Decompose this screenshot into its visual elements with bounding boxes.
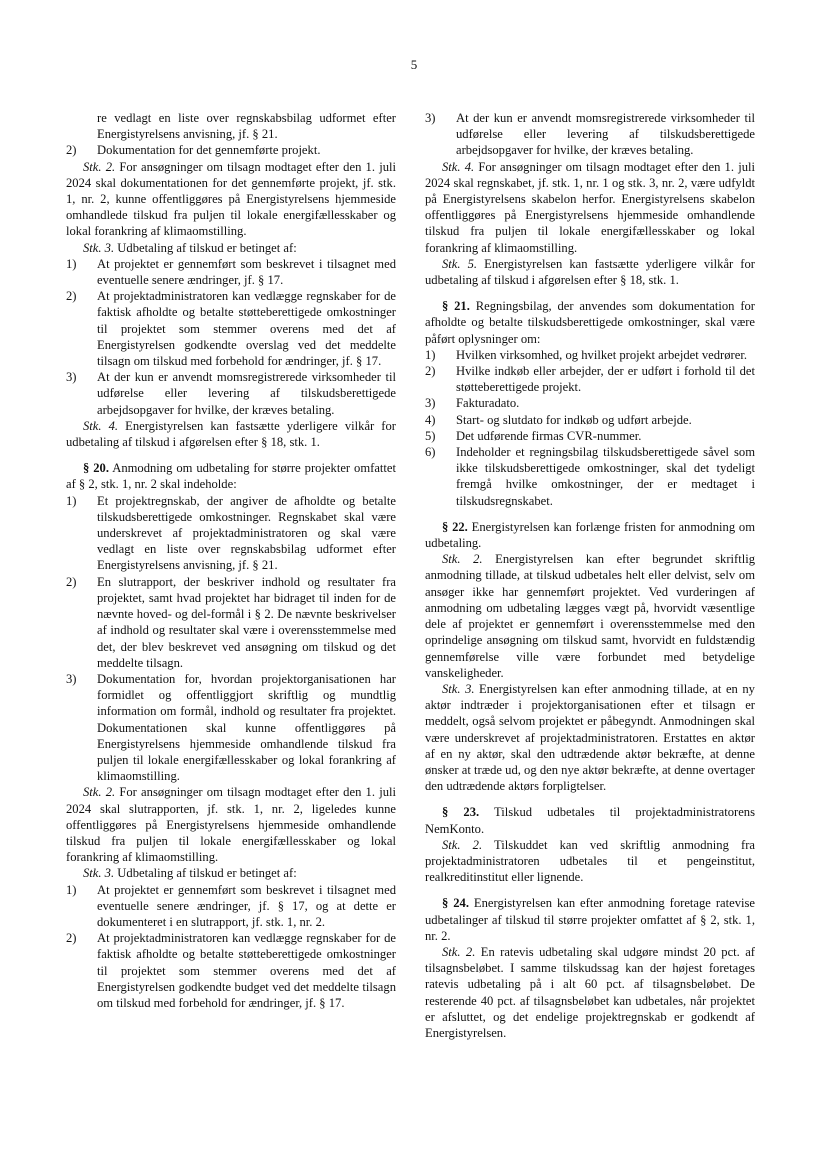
list-number: 2) — [66, 289, 77, 304]
list-text: Et projektregnskab, der angiver de afholdte og betalte tilskudsberettigede omkostninger. Regnskabet skal være underskrevet af projektadministratoren og skal være vedlagt en liste over regnskabsbilag udformet efter Energistyrelsens anvisning, jf. § 21. — [97, 493, 396, 573]
paragraph — [66, 240, 396, 256]
right-column — [425, 110, 755, 1041]
list-text: Fakturadato. — [456, 396, 520, 411]
list-item — [66, 930, 396, 1011]
list-number: 5) — [425, 428, 436, 443]
list-item — [66, 882, 396, 931]
list-item — [66, 369, 396, 418]
stk-label: Stk. 3. — [442, 681, 475, 696]
section-label: § 23. — [442, 805, 480, 820]
paragraph — [425, 837, 755, 886]
paragraph-text: Regningsbilag, der anvendes som dokumentation for afholdte og betalte tilskudsberettigede omkostninger, skal være påført oplysninger om: — [425, 299, 755, 346]
continued-paragraph: re vedlagt en liste over regnskabsbilag udformet efter Energistyrelsens anvisning, jf. § 21. — [97, 111, 396, 142]
list-number: 2) — [66, 574, 77, 589]
list-item — [425, 444, 755, 509]
left-column — [66, 110, 396, 1011]
list-number: 6) — [425, 445, 436, 460]
list-text: Hvilken virksomhed, og hvilket projekt arbejdet vedrører. — [456, 347, 747, 362]
stk-label: Stk. 4. — [83, 418, 119, 433]
stk-label: Stk. 3. — [83, 240, 115, 255]
paragraph — [66, 418, 396, 450]
list-text: At projektadministratoren kan vedlægge regnskaber for de faktisk afholdte og betalte støtteberettigede omkostninger til projektet som stemmer overens med det af Energistyrelsen godkendte overslag ved det meddelte tilsagn om tilskud med forbehold for ændringer, jf. § 17. — [97, 289, 396, 369]
list-item — [66, 574, 396, 671]
list-number: 3) — [425, 396, 436, 411]
list-item — [66, 288, 396, 369]
list-item — [66, 671, 396, 784]
section-label: § 24. — [442, 896, 469, 911]
section-label: § 22. — [442, 519, 468, 534]
paragraph-text: For ansøgninger om tilsagn modtaget efter den 1. juli 2024 skal dokumentationen for det gennemførte projekt, jf. stk. 1, nr. 2, kunne offentliggøres på Energistyrelsens hjemmeside omhandlede tilskud fra puljen til lokale energifællesskaber og lokal forankring af klimaomstilling. — [66, 159, 396, 239]
list-item — [66, 256, 396, 288]
paragraph — [425, 256, 755, 288]
list-item — [425, 347, 755, 363]
paragraph-text: Energistyrelsen kan efter anmodning foretage ratevise udbetalinger af tilskud til større projekter omfattet af § 2, stk. 1, nr. 2. — [425, 896, 755, 943]
stk-label: Stk. 2. — [83, 159, 116, 174]
stk-label: Stk. 2. — [442, 944, 476, 959]
list-text: At der kun er anvendt momsregistrerede virksomheder til udførelse eller levering af tilskudsberettigede arbejdsopgaver for hvilke, der kræves betaling. — [97, 370, 396, 417]
section-paragraph — [425, 895, 755, 944]
stk-label: Stk. 2. — [442, 552, 483, 567]
list-number: 2) — [66, 931, 77, 946]
list-number: 4) — [425, 412, 436, 427]
list-number: 2) — [66, 143, 77, 158]
list-number: 1) — [425, 347, 436, 362]
list-item — [425, 428, 755, 444]
section-label: § 21. — [442, 299, 470, 314]
paragraph-text: Energistyrelsen kan efter anmodning tillade, at en ny aktør indtræder i projektorganisationen efter et tilsagn er meddelt, også selvom projektet er påbegyndt. Anmodningen skal være underskrevet af projektadministratoren. Erstattes en aktør af en ny aktør, skal den udtrædende aktør bekræfte, at denne ønsker at træde ud, og den nye aktør bekræfte, at denne overtager den udtrædende aktørs forpligtelser. — [425, 681, 755, 794]
list-text: At projektet er gennemført som beskrevet i tilsagnet med eventuelle senere ændringer, jf. § 17, og at dette er dokumenteret i en slutrapport, jf. stk. 1, nr. 2. — [97, 882, 396, 929]
list-text: Start- og slutdato for indkøb og udført arbejde. — [456, 412, 692, 427]
paragraph — [66, 159, 396, 240]
list-number: 2) — [425, 364, 436, 379]
paragraph-text: Udbetaling af tilskud er betinget af: — [117, 866, 297, 881]
list-text: At projektet er gennemført som beskrevet i tilsagnet med eventuelle senere ændringer, jf. § 17. — [97, 256, 396, 288]
stk-label: Stk. 2. — [442, 837, 483, 852]
list-item — [66, 493, 396, 574]
paragraph — [425, 159, 755, 256]
paragraph-text: Anmodning om udbetaling for større projekter omfattet af § 2, stk. 1, nr. 2 skal indeholde: — [66, 461, 396, 492]
paragraph-text: Udbetaling af tilskud er betinget af: — [117, 240, 297, 255]
list-number: 3) — [66, 370, 77, 385]
paragraph — [425, 944, 755, 1041]
section-paragraph — [425, 804, 755, 836]
paragraph-text: Tilskuddet kan ved skriftlig anmodning fra projektadministratoren udbetales til et pengeinstitut, realkreditinstitut eller lignende. — [425, 837, 755, 885]
paragraph-text: Energistyrelsen kan forlænge fristen for anmodning om udbetaling. — [425, 519, 755, 551]
paragraph-text: Tilskud udbetales til projektadministratorens NemKonto. — [425, 805, 756, 836]
page-number: 5 — [410, 57, 418, 72]
paragraph-text: Energistyrelsen kan efter begrundet skriftlig anmodning tillade, at tilskud udbetales helt eller delvist, selv om ansøger ikke har gennemført projektet. Ved vurderingen af anmodning om udbetaling lægges vægt på, hvorvidt væsentlige dele af projektet er gennemført i overensstemmelse med den oprindelige ansøgning om tilskud samt, hvorvidt en fuldstændig gennemførelse ville være forbundet med betydelige vanskeligheder. — [425, 552, 756, 680]
paragraph-text: Energistyrelsen kan fastsætte yderligere vilkår for udbetaling af tilskud i afgørelsen efter § 18, stk. 1. — [66, 418, 396, 450]
list-number: 1) — [66, 882, 77, 897]
stk-label: Stk. 2. — [83, 785, 116, 800]
paragraph-text: En ratevis udbetaling skal udgøre mindst 20 pct. af tilsagnsbeløbet. I samme tilskudssag kan der højest foretages ratevis udbetaling på i alt 60 pct. af tilsagnsbeløbet. De resterende 40 pct. af tilsagnsbeløbet kan udbetales, når projektet er afsluttet, og det endelige projektregnskab er godkendt af Energistyrelsen. — [425, 944, 755, 1040]
list-item — [66, 142, 396, 158]
list-text: Det udførende firmas CVR-nummer. — [456, 428, 642, 443]
list-item — [425, 363, 755, 395]
list-item — [425, 395, 755, 411]
section-paragraph — [425, 519, 755, 551]
paragraph-text: Energistyrelsen kan fastsætte yderligere vilkår for udbetaling af tilskud i afgørelsen efter § 18, stk. 1. — [425, 256, 755, 288]
list-number: 3) — [66, 671, 77, 686]
list-number: 1) — [66, 493, 77, 508]
stk-label: Stk. 4. — [442, 159, 475, 174]
list-text: At der kun er anvendt momsregistrerede virksomheder til udførelse eller levering af tilskudsberettigede arbejdsopgaver for hvilke, der kræves betaling. — [456, 111, 755, 158]
list-item — [425, 110, 755, 159]
paragraph — [66, 784, 396, 865]
list-number: 3) — [425, 111, 436, 125]
list-text: Dokumentation for det gennemførte projekt. — [97, 143, 321, 158]
stk-label: Stk. 3. — [83, 866, 115, 881]
section-paragraph — [425, 298, 755, 347]
list-text: Hvilke indkøb eller arbejder, der er udført i forhold til det støtteberettigede projekt. — [456, 364, 755, 395]
paragraph — [66, 865, 396, 881]
section-label: § 20. — [83, 461, 109, 476]
list-item — [425, 412, 755, 428]
paragraph — [425, 681, 755, 794]
stk-label: Stk. 5. — [442, 256, 478, 271]
section-paragraph — [66, 460, 396, 492]
list-text: Indeholder et regningsbilag tilskudsberettigede såvel som ikke tilskudsberettigede omkostninger, skal det tydeligt fremgå hvilke omkostninger, der er medtaget i tilskudsregnskabet. — [456, 445, 755, 508]
paragraph — [425, 551, 755, 681]
paragraph-text: For ansøgninger om tilsagn modtaget efter den 1. juli 2024 skal regnskabet, jf. stk. 1, nr. 1 og stk. 3, nr. 2, være udfyldt på Energistyrelsens skabelon herfor. Energistyrelsens skabelon offentliggøres på Energistyrelsens hjemmeside omhandlende tilskud fra puljen til lokale energifællesskaber og lokal forankring af klimaomstilling. — [425, 159, 755, 255]
paragraph-text: For ansøgninger om tilsagn modtaget efter den 1. juli 2024 skal slutrapporten, jf. stk. 1, nr. 2, ligeledes kunne offentliggøres på Energistyrelsens hjemmeside omhandlende tilskud fra puljen til lokale energifællesskaber og lokal forankring af klimaomstilling. — [66, 785, 396, 865]
list-number: 1) — [66, 256, 77, 271]
list-text: En slutrapport, der beskriver indhold og resultater fra projektet, samt hvad projektet har bidraget til inden for de nævnte hoved- og del-formål i § 2. De nævnte beskrivelser af indhold og resultater skal være i overensstemmelse med det, der blev beskrevet ved ansøgning om tilskud og det meddelte tilsagn. — [97, 574, 396, 670]
list-text: At projektadministratoren kan vedlægge regnskaber for de faktisk afholdte og betalte støtteberettigede omkostninger til projektet som stemmer overens med det af Energistyrelsen godkendte budget ved det meddelte tilsagn om tilskud med forbehold for ændringer, jf. § 17. — [97, 931, 396, 1010]
list-text: Dokumentation for, hvordan projektorganisationen har formidlet og offentliggjort skriftlig og mundtlig information om formål, indhold og resultater fra projektet. Dokumentationen skal kunne offentliggøres på Energistyrelsens hjemmeside omhandlende tilskud fra puljen til lokale energifællesskaber og lokal forankring af klimaomstilling. — [97, 671, 396, 784]
